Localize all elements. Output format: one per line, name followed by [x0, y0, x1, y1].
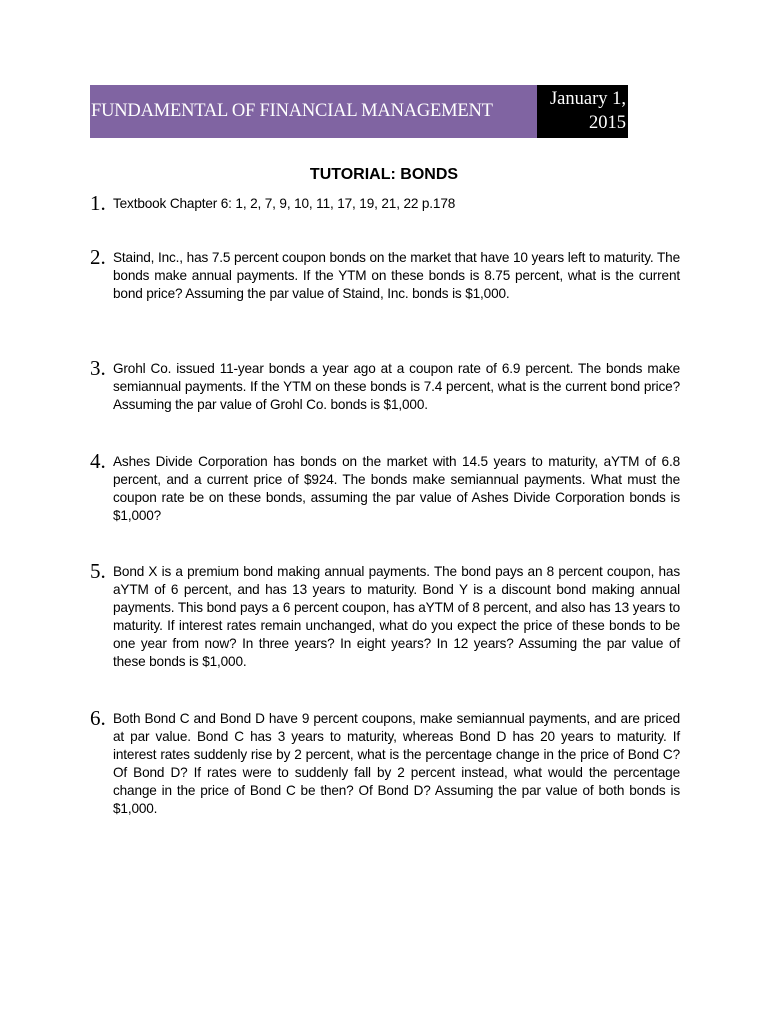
- question-4: [90, 449, 680, 525]
- question-2: [90, 245, 680, 303]
- question-number: 1.: [90, 191, 106, 215]
- question-text: Grohl Co. issued 11-year bonds a year ago at a coupon rate of 6.9 percent. The bonds make semiannual payments. If the YTM on these bonds is 7.4 percent, what is the current bond price? Assuming the par value of Grohl Co. bonds is $1,000.: [113, 361, 680, 412]
- question-number: 4.: [90, 449, 106, 473]
- document-date: January 1, 2015: [537, 85, 628, 138]
- question-text: Textbook Chapter 6: 1, 2, 7, 9, 10, 11, 17, 19, 21, 22 p.178: [113, 196, 456, 211]
- question-6: [90, 706, 680, 818]
- question-number: 2.: [90, 245, 106, 269]
- question-text: Bond X is a premium bond making annual payments. The bond pays an 8 percent coupon, has aYTM of 6 percent, and has 13 years to maturity. Bond Y is a discount bond making annual payments. This bond pays a 6 percent coupon, has aYTM of 8 percent, and also has 13 years to maturity. If interest rates remain unchanged, what do you expect the price of these bonds to be one year from now? In three years? In eight years? In 12 years? Assuming the par value of these bonds is $1,000.: [113, 564, 680, 669]
- tutorial-title: TUTORIAL: BONDS: [309, 166, 459, 183]
- question-number: 5.: [90, 559, 106, 583]
- question-3: [90, 356, 680, 414]
- document-header: [90, 85, 628, 138]
- course-title: FUNDAMENTAL OF FINANCIAL MANAGEMENT: [90, 85, 537, 138]
- question-5: [90, 559, 680, 671]
- question-text: Staind, Inc., has 7.5 percent coupon bonds on the market that have 10 years left to maturity. The bonds make annual payments. If the YTM on these bonds is 8.75 percent, what is the current bond price? Assuming the par value of Staind, Inc. bonds is $1,000.: [113, 250, 680, 301]
- question-1: [90, 191, 680, 215]
- question-number: 6.: [90, 706, 106, 730]
- question-number: 3.: [90, 356, 106, 380]
- question-text: Ashes Divide Corporation has bonds on the market with 14.5 years to maturity, aYTM of 6.8 percent, and a current price of $924. The bonds make semiannual payments. What must the coupon rate be on these bonds, assuming the par value of Ashes Divide Corporation bonds is $1,000?: [113, 454, 680, 523]
- question-text: Both Bond C and Bond D have 9 percent coupons, make semiannual payments, and are priced at par value. Bond C has 3 years to maturity, whereas Bond D has 20 years to maturity. If interest rates suddenly rise by 2 percent, what is the percentage change in the price of Bond C? Of Bond D? If rates were to suddenly fall by 2 percent instead, what would the percentage change in the price of Bond C be then? Of Bond D? Assuming the par value of both bonds is $1,000.: [113, 711, 680, 816]
